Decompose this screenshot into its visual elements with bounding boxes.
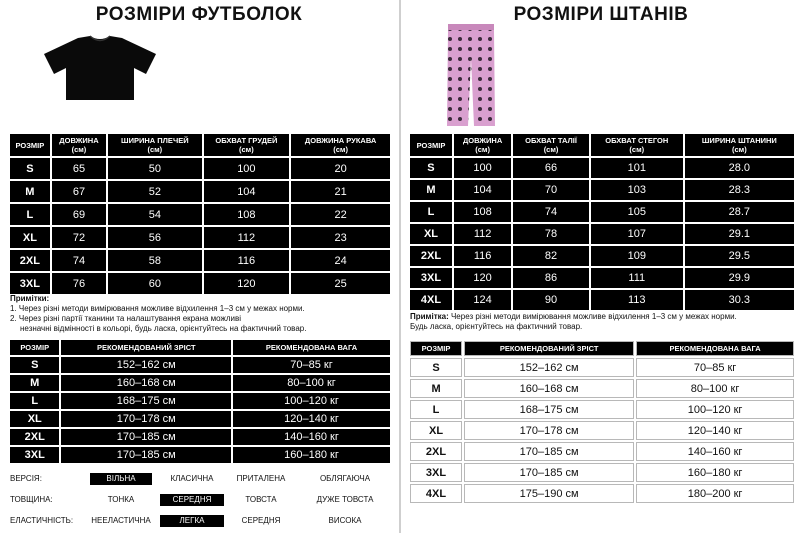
pants-rec-cell: 100–120 кг	[636, 400, 794, 419]
pants-rec-row	[410, 442, 794, 461]
tshirt-size-header-0: РОЗМІР	[10, 134, 50, 156]
tshirt-note-3: незначні відмінності в кольорі, будь ласка, орієнтуйтесь на фактичний товар.	[20, 324, 307, 333]
pants-size-cell: 30.3	[685, 290, 794, 310]
pants-size-cell: 86	[513, 268, 589, 288]
tshirt-size-cell: 50	[108, 158, 201, 179]
tshirt-rec-header-0: РОЗМІР	[10, 340, 59, 355]
pants-rec-cell: 2XL	[410, 442, 462, 461]
tshirt-size-cell: 116	[204, 250, 290, 271]
tshirt-size-cell: S	[10, 158, 50, 179]
tshirt-rec-cell: 100–120 кг	[233, 393, 390, 409]
pants-size-cell: 105	[591, 202, 683, 222]
pants-rec-row	[410, 400, 794, 419]
tshirt-rec-cell: 170–178 см	[61, 411, 231, 427]
pants-rec-cell: 160–168 см	[464, 379, 634, 398]
pants-rec-cell: 80–100 кг	[636, 379, 794, 398]
pants-size-row	[410, 268, 794, 288]
tshirt-notes-title: Примітки:	[10, 294, 50, 303]
tshirt-size-cell: 108	[204, 204, 290, 225]
pants-size-cell: XL	[410, 224, 452, 244]
tshirt-size-cell: 65	[52, 158, 106, 179]
tshirt-recommendation-table	[8, 338, 392, 465]
tshirt-rec-cell: M	[10, 375, 59, 391]
tshirt-rec-cell: 170–185 см	[61, 447, 231, 463]
tshirt-size-cell: 112	[204, 227, 290, 248]
attribute-option: ОБЛЯГАЮЧА	[319, 474, 371, 483]
attribute-option: НЕЕЛАСТИЧНА	[91, 516, 151, 525]
pants-size-cell: 107	[591, 224, 683, 244]
attribute-option: ТОВСТА	[245, 495, 277, 504]
pants-size-header-4: ШИРИНА ШТАНИНИ (см)	[685, 134, 794, 156]
tshirt-size-header-1: ДОВЖИНА (см)	[52, 134, 106, 156]
tshirt-rec-row	[10, 447, 390, 463]
attribute-option: ДУЖЕ ТОВСТА	[316, 495, 374, 504]
pants-size-cell: 104	[454, 180, 511, 200]
pants-size-header-0: РОЗМІР	[410, 134, 452, 156]
pants-notes-title: Примітка:	[410, 312, 449, 321]
tshirt-rec-cell: 2XL	[10, 429, 59, 445]
pants-rec-row	[410, 421, 794, 440]
attribute-row	[10, 515, 390, 527]
tshirt-size-row	[10, 227, 390, 248]
pants-rec-header-2: РЕКОМЕНДОВАНА ВАГА	[636, 341, 794, 356]
tshirt-note-2: 2. Через різні партії тканини та налаштування екрана можливі	[10, 314, 242, 323]
pants-size-cell: 29.9	[685, 268, 794, 288]
pants-note-2: Будь ласка, орієнтуйтесь на фактичний товар.	[410, 322, 583, 331]
tshirt-size-cell: 2XL	[10, 250, 50, 271]
pants-size-table	[408, 132, 796, 312]
pants-size-cell: 28.3	[685, 180, 794, 200]
pants-rec-cell: 168–175 см	[464, 400, 634, 419]
pants-rec-cell: 160–180 кг	[636, 463, 794, 482]
pants-size-cell: 111	[591, 268, 683, 288]
pants-size-row	[410, 180, 794, 200]
attribute-label: ТОВЩИНА:	[10, 495, 53, 504]
tshirt-rec-row	[10, 411, 390, 427]
tshirt-size-cell: 72	[52, 227, 106, 248]
pants-size-cell: 82	[513, 246, 589, 266]
tshirt-rec-cell: 170–185 см	[61, 429, 231, 445]
tshirt-size-cell: 20	[291, 158, 390, 179]
pants-size-cell: 116	[454, 246, 511, 266]
tshirt-size-cell: L	[10, 204, 50, 225]
tshirt-size-cell: 23	[291, 227, 390, 248]
attribute-label: ВЕРСІЯ:	[10, 474, 42, 483]
tshirt-size-panel	[0, 0, 398, 533]
tshirt-rec-row	[10, 393, 390, 409]
pants-size-cell: 4XL	[410, 290, 452, 310]
attribute-option: ПРИТАЛЕНА	[236, 474, 286, 483]
pants-rec-cell: 152–162 см	[464, 358, 634, 377]
tshirt-size-cell: 76	[52, 273, 106, 294]
pants-rec-cell: M	[410, 379, 462, 398]
pants-rec-row	[410, 463, 794, 482]
tshirt-size-row	[10, 273, 390, 294]
tshirt-size-cell: 22	[291, 204, 390, 225]
pants-rec-cell: S	[410, 358, 462, 377]
pants-rec-row	[410, 358, 794, 377]
tshirt-size-cell: M	[10, 181, 50, 202]
pants-rec-cell: 70–85 кг	[636, 358, 794, 377]
pants-size-cell: 78	[513, 224, 589, 244]
pants-rec-cell: 120–140 кг	[636, 421, 794, 440]
pants-size-header-1: ДОВЖИНА (см)	[454, 134, 511, 156]
tshirt-size-cell: 3XL	[10, 273, 50, 294]
pants-size-row	[410, 246, 794, 266]
tshirt-size-row	[10, 181, 390, 202]
pants-rec-cell: XL	[410, 421, 462, 440]
pants-title: РОЗМІРИ ШТАНІВ	[513, 4, 689, 25]
pants-rec-header-1: РЕКОМЕНДОВАНИЙ ЗРІСТ	[464, 341, 634, 356]
pants-size-cell: 74	[513, 202, 589, 222]
pants-size-cell: 90	[513, 290, 589, 310]
pants-size-cell: 66	[513, 158, 589, 178]
tshirt-size-header-2: ШИРИНА ПЛЕЧЕЙ (см)	[108, 134, 201, 156]
tshirt-rec-cell: 160–180 кг	[233, 447, 390, 463]
attribute-option: КЛАСИЧНА	[170, 474, 214, 483]
pants-size-cell: 113	[591, 290, 683, 310]
tshirt-size-cell: 58	[108, 250, 201, 271]
attribute-row	[10, 494, 390, 506]
attribute-option: СЕРЕДНЯ	[241, 516, 281, 525]
tshirt-size-cell: 24	[291, 250, 390, 271]
tshirt-rec-cell: S	[10, 357, 59, 373]
tshirt-rec-cell: 70–85 кг	[233, 357, 390, 373]
pants-size-cell: 112	[454, 224, 511, 244]
tshirt-icon	[40, 34, 160, 102]
pants-size-header-2: ОБХВАТ ТАЛІЇ (см)	[513, 134, 589, 156]
tshirt-size-table	[8, 132, 392, 296]
pants-size-cell: M	[410, 180, 452, 200]
attribute-option-selected: ЛЕГКА	[160, 515, 224, 527]
tshirt-rec-cell: 152–162 см	[61, 357, 231, 373]
tshirt-size-cell: XL	[10, 227, 50, 248]
tshirt-rec-header-2: РЕКОМЕНДОВАНА ВАГА	[233, 340, 390, 355]
pants-size-cell: 120	[454, 268, 511, 288]
pants-size-cell: 109	[591, 246, 683, 266]
tshirt-size-cell: 52	[108, 181, 201, 202]
pants-size-row	[410, 202, 794, 222]
tshirt-size-cell: 74	[52, 250, 106, 271]
tshirt-size-cell: 69	[52, 204, 106, 225]
tshirt-size-cell: 104	[204, 181, 290, 202]
tshirt-rec-row	[10, 429, 390, 445]
tshirt-size-header-4: ДОВЖИНА РУКАВА (см)	[291, 134, 390, 156]
tshirt-rec-cell: 168–175 см	[61, 393, 231, 409]
attribute-option: ВИСОКА	[328, 516, 362, 525]
pants-size-cell: 2XL	[410, 246, 452, 266]
pants-size-header-3: ОБХВАТ СТЕГОН (см)	[591, 134, 683, 156]
tshirt-size-cell: 60	[108, 273, 201, 294]
pants-rec-cell: 170–178 см	[464, 421, 634, 440]
tshirt-title: РОЗМІРИ ФУТБОЛОК	[95, 4, 303, 25]
tshirt-size-row	[10, 204, 390, 225]
pants-size-cell: 28.7	[685, 202, 794, 222]
pants-size-row	[410, 224, 794, 244]
tshirt-rec-cell: 120–140 кг	[233, 411, 390, 427]
pants-size-cell: 100	[454, 158, 511, 178]
pants-notes	[410, 312, 796, 332]
tshirt-notes	[10, 294, 390, 334]
tshirt-rec-cell: XL	[10, 411, 59, 427]
pants-recommendation-table	[408, 339, 796, 505]
pants-size-cell: 124	[454, 290, 511, 310]
tshirt-rec-cell: 3XL	[10, 447, 59, 463]
pants-size-row	[410, 158, 794, 178]
pants-rec-cell: L	[410, 400, 462, 419]
pants-rec-cell: 3XL	[410, 463, 462, 482]
tshirt-rec-header-1: РЕКОМЕНДОВАНИЙ ЗРІСТ	[61, 340, 231, 355]
tshirt-rec-cell: 160–168 см	[61, 375, 231, 391]
pants-rec-header-0: РОЗМІР	[410, 341, 462, 356]
tshirt-size-cell: 21	[291, 181, 390, 202]
attribute-row	[10, 473, 390, 485]
tshirt-size-cell: 100	[204, 158, 290, 179]
tshirt-size-cell: 120	[204, 273, 290, 294]
attribute-label: ЕЛАСТИЧНІСТЬ:	[10, 516, 74, 525]
pants-rec-cell: 170–185 см	[464, 463, 634, 482]
pants-size-cell: 70	[513, 180, 589, 200]
tshirt-note-1: 1. Через різні методи вимірювання можливе відхилення 1–3 см у межах норми.	[10, 304, 305, 313]
pants-rec-cell: 170–185 см	[464, 442, 634, 461]
tshirt-rec-row	[10, 357, 390, 373]
tshirt-rec-row	[10, 375, 390, 391]
tshirt-size-row	[10, 250, 390, 271]
attribute-option-selected: ВІЛЬНА	[90, 473, 152, 485]
pants-rec-cell: 175–190 см	[464, 484, 634, 503]
pants-size-cell: 101	[591, 158, 683, 178]
tshirt-rec-cell: 80–100 кг	[233, 375, 390, 391]
tshirt-size-header-3: ОБХВАТ ГРУДЕЙ (см)	[204, 134, 290, 156]
pants-size-cell: 29.5	[685, 246, 794, 266]
pants-size-cell: 28.0	[685, 158, 794, 178]
attribute-option: ТОНКА	[107, 495, 135, 504]
attribute-option-selected: СЕРЕДНЯ	[160, 494, 224, 506]
pants-size-cell: 29.1	[685, 224, 794, 244]
panel-divider	[399, 0, 401, 533]
pants-rec-cell: 140–160 кг	[636, 442, 794, 461]
pants-icon	[445, 24, 497, 128]
pants-size-cell: 3XL	[410, 268, 452, 288]
pants-rec-row	[410, 484, 794, 503]
pants-size-cell: 103	[591, 180, 683, 200]
pants-note-1: Через різні методи вимірювання можливе відхилення 1–3 см у межах норми.	[450, 312, 737, 321]
tshirt-size-cell: 25	[291, 273, 390, 294]
tshirt-size-cell: 56	[108, 227, 201, 248]
tshirt-size-row	[10, 158, 390, 179]
tshirt-rec-cell: 140–160 кг	[233, 429, 390, 445]
pants-size-cell: S	[410, 158, 452, 178]
pants-size-cell: 108	[454, 202, 511, 222]
tshirt-size-cell: 67	[52, 181, 106, 202]
pants-rec-row	[410, 379, 794, 398]
tshirt-size-cell: 54	[108, 204, 201, 225]
pants-rec-cell: 180–200 кг	[636, 484, 794, 503]
pants-size-row	[410, 290, 794, 310]
pants-size-cell: L	[410, 202, 452, 222]
pants-rec-cell: 4XL	[410, 484, 462, 503]
tshirt-rec-cell: L	[10, 393, 59, 409]
